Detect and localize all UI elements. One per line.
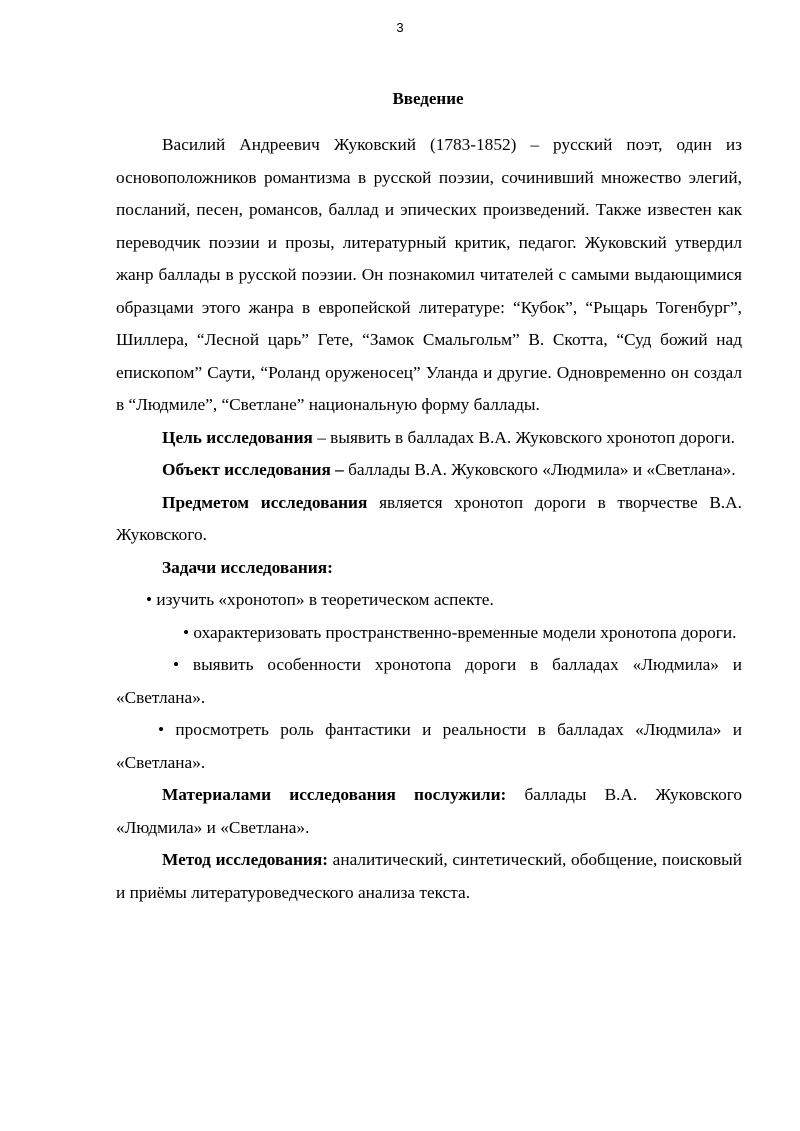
subject-text: является хронотоп дороги в творчестве В.А. Жуковского. [116, 492, 742, 544]
method-label: Метод исследования: [162, 850, 328, 869]
task-item: • выявить особенности хронотопа дороги в балладах «Людмила» и «Светлана». [116, 655, 742, 707]
object-text: баллады В.А. Жуковского «Людмила» и «Светлана». [343, 460, 736, 479]
object-paragraph [116, 454, 742, 487]
method-text: аналитический, синтетический, обобщение, поисковый и приёмы литературоведческого анализа текста. [116, 850, 742, 902]
document-body [116, 129, 742, 909]
materials-label: Материалами исследования послужили: [162, 785, 507, 804]
task-item: • просмотреть роль фантастики и реальности в балладах «Людмила» и «Светлана». [116, 720, 742, 772]
tasks-heading: Задачи исследования: [162, 557, 333, 577]
subject-label: Предметом исследования [162, 492, 368, 512]
intro-paragraph: Василий Андреевич Жуковский (1783-1852) – русский поэт, один из основоположников романтизма в русской поэзии, сочинивший множество элегий, посланий, песен, романсов, баллад и эпических произведений. Также известен как переводчик поэзии и прозы, литературный критик, педагог. Жуковский утвердил жанр баллады в русской поэзии. Он познакомил читателей с самыми выдающимися образцами этого жанра в европейской литературе: “Кубок”, “Рыцарь Тогенбург”, Шиллера, “Лесной царь” Гете, “Замок Смальгольм” В. Скотта, “Суд божий над епископом” Саути, “Роланд оруженосец” Уланда и другие. Одновременно он создал в “Людмиле”, “Светлане” национальную форму баллады. [116, 135, 742, 414]
subject-paragraph [116, 487, 742, 552]
materials-paragraph [116, 779, 742, 844]
section-title: Введение [392, 89, 464, 108]
goal-paragraph [116, 422, 742, 455]
task-item: • охарактеризовать пространственно-временные модели хронотопа дороги. [183, 622, 737, 642]
goal-text: – выявить в балладах В.А. Жуковского хронотоп дороги. [312, 427, 735, 447]
goal-label: Цель исследования [162, 427, 313, 447]
object-label: Объект исследования – [162, 460, 344, 479]
page-number: 3 [396, 20, 404, 35]
method-paragraph [116, 844, 742, 909]
materials-text: баллады В.А. Жуковского «Людмила» и «Светлана». [116, 785, 743, 837]
task-item: • изучить «хронотоп» в теоретическом аспекте. [146, 590, 494, 609]
